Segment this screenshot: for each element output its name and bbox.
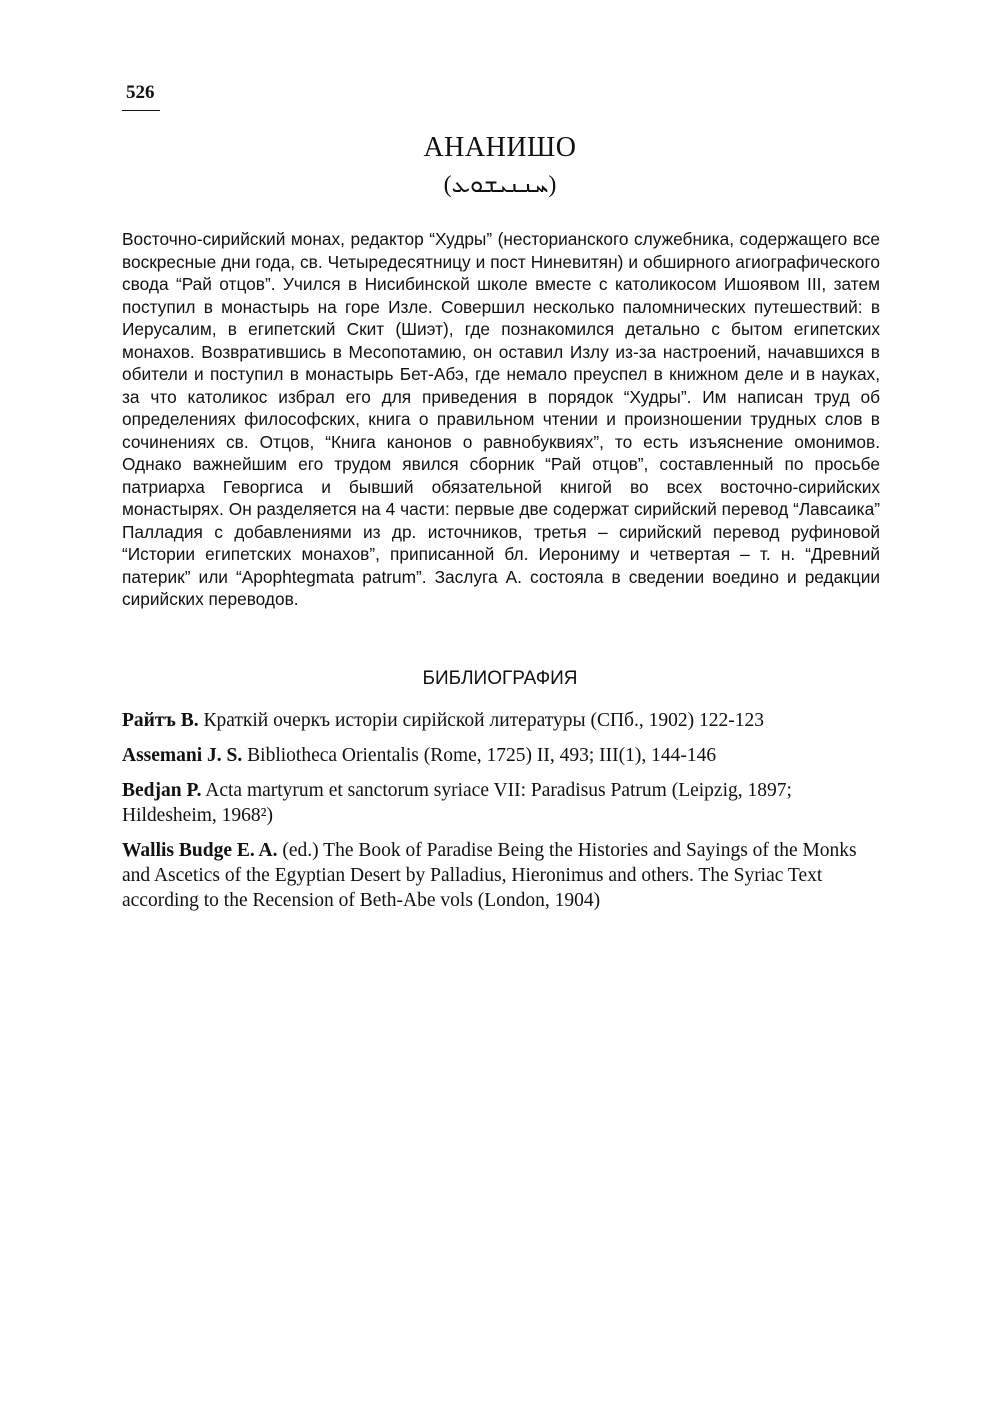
bibliography-text: Acta martyrum et sanctorum syriace VII: Paradisus Patrum (Leipzig, 1897; Hildesheim, 1968²) <box>122 780 792 826</box>
bibliography-author: Wallis Budge E. A. <box>122 840 278 861</box>
bibliography-author: Assemani J. S. <box>122 745 243 766</box>
bibliography-entry <box>122 743 882 768</box>
bibliography-author: Bedjan P. <box>122 780 202 801</box>
article-title: АНАНИШО <box>423 132 577 163</box>
syriac-name: (ܚܢܢܝܫܘܥ) <box>443 172 557 198</box>
page-number-rule <box>122 110 160 111</box>
bibliography-entry <box>122 708 882 733</box>
article-body: Восточно-сирийский монах, редактор “Худры” (несторианского служебника, содержащего все воскресные дни года, св. Четыредесятницу и пост Ниневитян) и обширного агиографического свода “Рай отцов”. Учился в Нисибинской школе вместе с католикосом Ишоявом III, затем поступил в монастырь на горе Изле. Совершил несколько паломнических путешествий: в Иерусалим, в египетский Скит (Шиэт), где познакомился детально с бытом египетских монахов. Возвратившись в Месопотамию, он оставил Излу из-за настроений, начавшихся в обители и поступил в монастырь Бет-Абэ, где немало преуспел в книжном деле и в науках, за что католикос избрал его для приведения в порядок “Худры”. Им написан труд об определениях философских, книга о правильном чтении и произношении трудных слов в сочинениях св. Отцов, “Книга канонов о равнобуквиях”, то есть изъяснение омонимов. Однако важнейшим его трудом явился сборник “Рай отцов”, составленный по просьбе патриарха Геворгиса и бывший обязательной книгой во всех восточно-сирийских монастырях. Он разделяется на 4 части: первые две содержат сирийский перевод “Лавсаика” Палладия с добавлениями из др. источников, третья – сирийский перевод руфиновой “Истории египетских монахов”, приписанной бл. Иерониму и четвертая – т. н. “Древний патерик” или “Apophtegmata patrum”. Заслуга А. состояла в сведении воедино и редакции сирийских переводов. <box>122 229 880 609</box>
bibliography-list <box>122 708 882 923</box>
bibliography-heading: БИБЛИОГРАФИЯ <box>422 668 578 689</box>
page-number: 526 <box>126 82 155 103</box>
bibliography-entry <box>122 778 882 828</box>
bibliography-entry <box>122 838 882 913</box>
bibliography-author: Райтъ В. <box>122 710 199 731</box>
bibliography-text: Краткій очеркъ исторіи сирійской литературы (СПб., 1902) 122-123 <box>198 710 764 731</box>
bibliography-text: (ed.) The Book of Paradise Being the Histories and Sayings of the Monks and Ascetics of the Egyptian Desert by Palladius, Hieronimus and others. The Syriac Text according to the Recension of Beth-Abe vols (London, 1904) <box>122 840 857 911</box>
bibliography-text: Bibliotheca Orientalis (Rome, 1725) II, 493; III(1), 144-146 <box>242 745 717 766</box>
